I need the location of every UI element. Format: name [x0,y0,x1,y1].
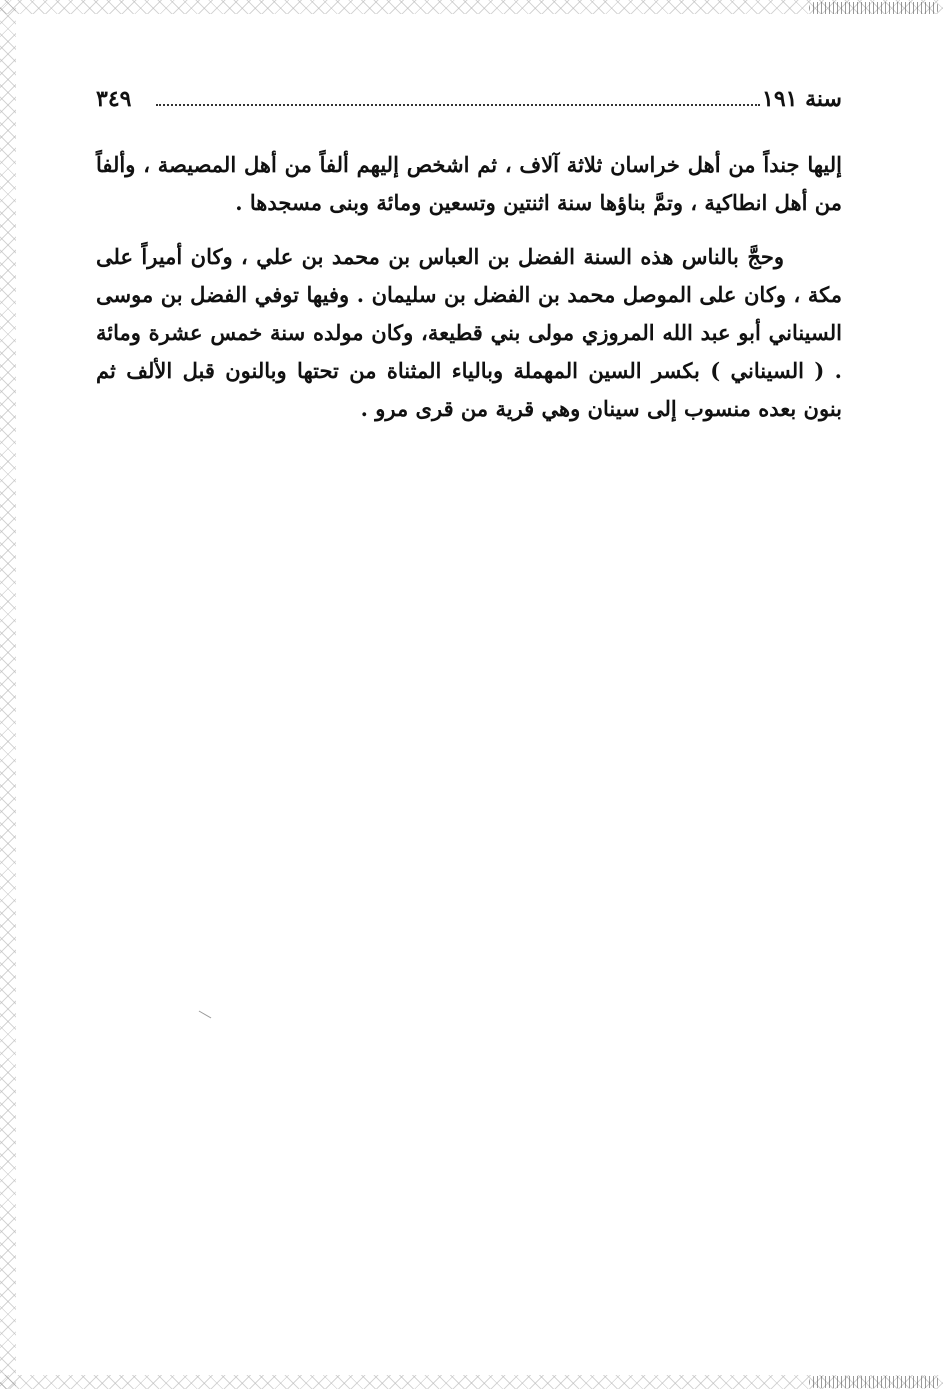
paragraph-1: إليها جنداً من أهل خراسان ثلاثة آلاف ، ثم اشخص إليهم ألفاً من أهل المصيصة ، وألفاً من أهل انطاكية ، وتمَّ بناؤها سنة اثنتين وتسعين ومائة وبنى مسجدها . [96,152,842,215]
decorative-border-top [0,0,943,14]
header-dot-leader [156,104,760,106]
ornament-bottom-right [809,1376,939,1388]
body-text [96,146,842,444]
page-number: ٣٤٩ [96,86,132,112]
header-year: سنة ١٩١ [762,86,842,112]
decorative-border-bottom [0,1375,943,1389]
decorative-border-left [0,0,16,1389]
ornament-top-right [809,2,939,14]
stray-mark [199,1011,212,1019]
running-header [96,84,842,114]
paragraph-2: وحجَّ بالناس هذه السنة الفضل بن العباس بن محمد بن علي ، وكان أميراً على مكة ، وكان على الموصل محمد بن الفضل بن سليمان . وفيها توفي الفضل بن موسى السيناني أبو عبد الله المروزي مولى بني قطيعة، وكان مولده سنة خمس عشرة ومائة . ( السيناني ) بكسر السين المهملة وبالياء المثناة من تحتها وبالنون قبل الألف ثم بنون بعده منسوب إلى سينان وهي قرية من قرى مرو . [96,244,842,421]
